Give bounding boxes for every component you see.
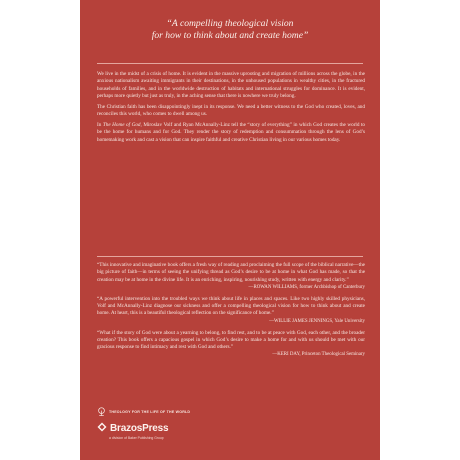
series-logo <box>97 407 237 416</box>
description-paragraph-3: In The Home of God, Miroslav Volf and Ryan McAnnally-Linz tell the “story of everything” in which God creates the world to be the home for humans and for God. They render the story of redemption and consummation through the lens of God’s homemaking work and cast a vision that can inspire faithful and creative Christian living in our various homes today. <box>97 122 365 143</box>
tagline-line-2: for how to think about and create home” <box>151 30 309 41</box>
publisher-subtitle: a division of Baker Publishing Group <box>109 436 164 440</box>
footer <box>97 407 237 440</box>
book-title: The Home of God <box>102 122 141 129</box>
endorsement-attribution: —KERI DAY, Princeton Theological Seminary <box>272 352 365 358</box>
endorsement-quote: “This innovative and imaginative book offers a fresh way of reading and proclaiming the full scope of the biblical narrative—the big picture of faith—in terms of seeing the unifying thread as God’s desire to be at home in what God has made, so that the creation may be at home in the divine life. It is an enriching, inspiring, nourishing study, written with energy and clarity.” <box>97 262 365 283</box>
series-name: THEOLOGY FOR THE LIFE OF THE WORLD <box>109 409 191 414</box>
description <box>97 71 365 148</box>
description-paragraph-2: The Christian faith has been disappointingly inept in its response. We need a better witness to the God who created, loves, and reconciles this world, who comes to dwell among us. <box>97 103 365 118</box>
publisher-logo <box>97 419 237 437</box>
tagline <box>80 18 380 42</box>
tagline-line-1: “A compelling theological vision <box>166 18 294 29</box>
endorsement-quote: “What if the story of God were about a yearning to belong, to find rest, and to be at peace with God, each other, and the broader creation? This book offers a capacious gospel in which God’s desire to make a home for and with us should be met with our gracious response to find intimacy and rest with God and others.” <box>97 329 365 351</box>
endorsement <box>97 330 365 359</box>
endorsement-attribution: —ROWAN WILLIAMS, former Archbishop of Canterbury <box>248 284 365 290</box>
divider-top <box>97 63 363 64</box>
publisher-name: BrazosPress <box>110 422 169 434</box>
endorsement <box>97 296 365 325</box>
divider-middle <box>97 256 363 257</box>
tree-icon <box>97 407 106 416</box>
endorsement-attribution: —WILLIE JAMES JENNINGS, Yale University <box>269 318 365 324</box>
endorsements <box>97 262 365 363</box>
endorsement-quote: “A powerful intervention into the troubled ways we think about life in places and spaces. Like two highly skilled physicians, Volf and McAnnally-Linz diagnose our sickness and offer a compelling theological vision for how to think about and create home. At heart, this is a beautiful theological reflection on the significance of home.” <box>97 295 365 317</box>
book-back-cover <box>80 0 380 460</box>
endorsement <box>97 262 365 291</box>
description-paragraph-1: We live in the midst of a crisis of home. It is evident in the massive uprooting and migration of millions across the globe, in the anxious nationalism awaiting immigrants in their destinations, in the unhoused populations in wealthy cities, in the fractured households of families, and in the worldwide destruction of habitats and international struggles for dominance. It is evident, perhaps more quietly but just as truly, in the aching sense that there is nowhere we truly belong. <box>97 71 365 99</box>
brazos-logo-icon <box>97 419 107 437</box>
